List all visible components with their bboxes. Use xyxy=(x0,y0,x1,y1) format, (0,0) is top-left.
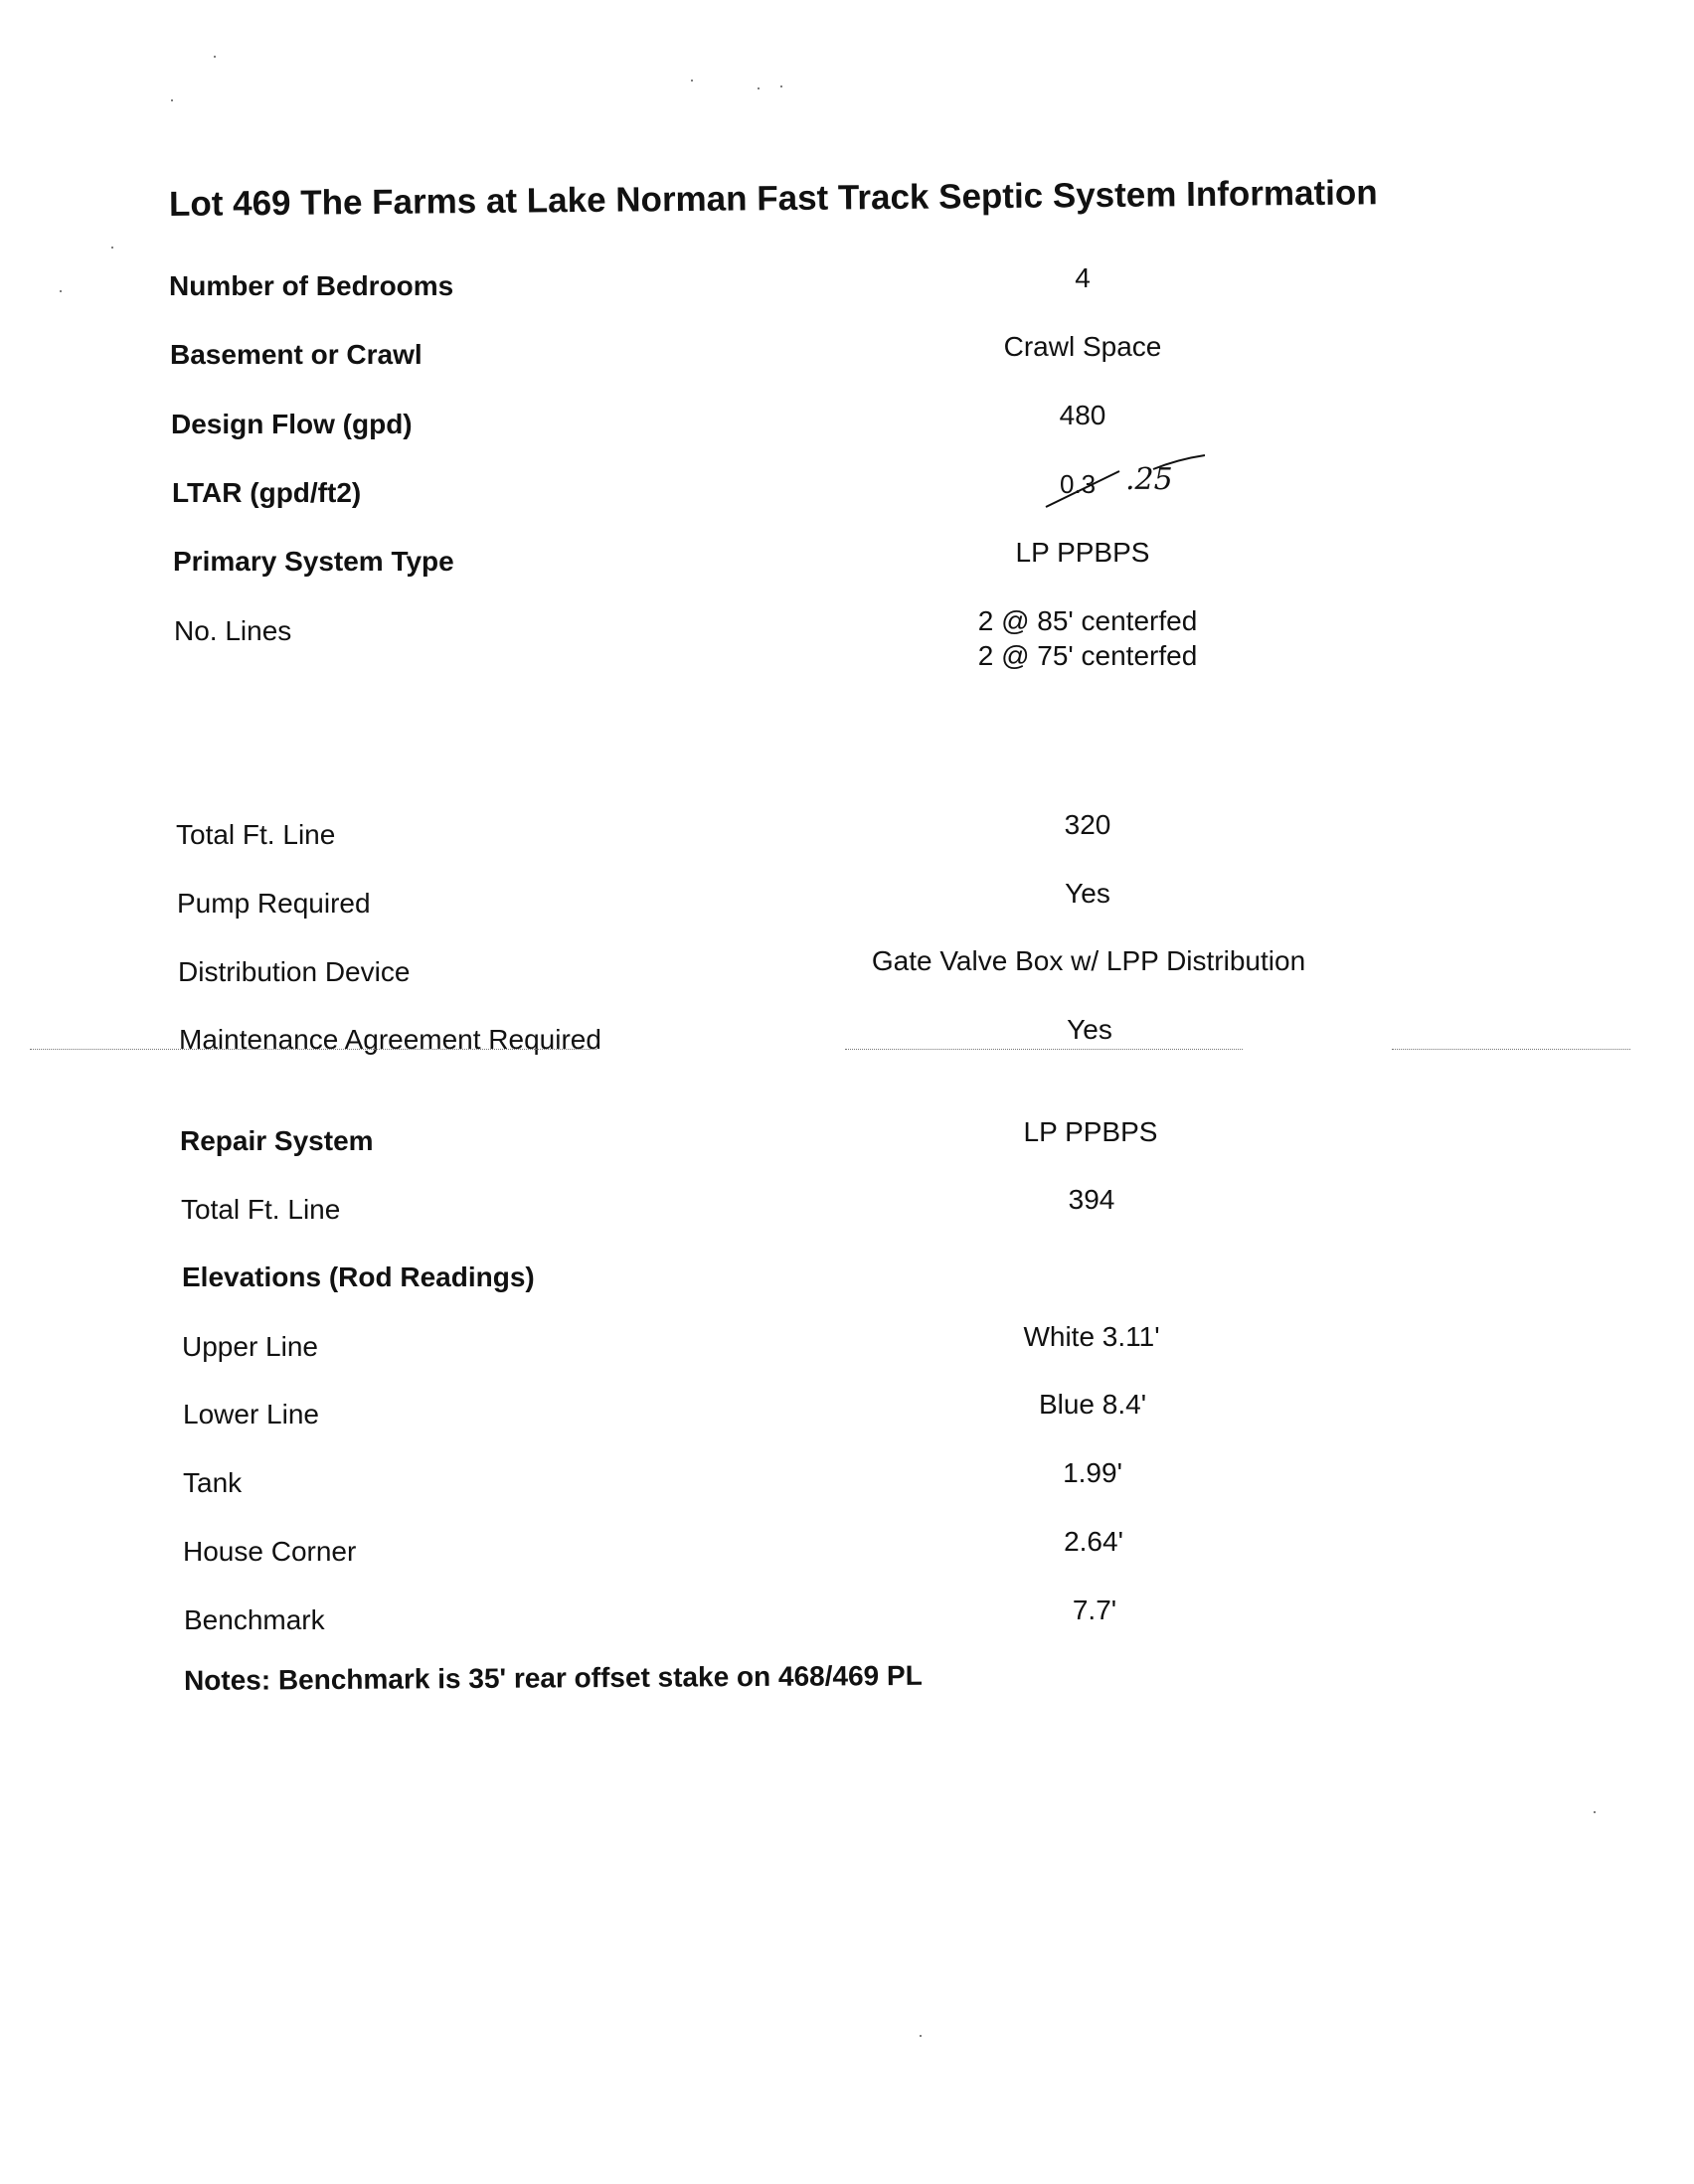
bedrooms-value: 4 xyxy=(1075,262,1091,293)
no-lines-value-line-2: 2 @ 75' centerfed xyxy=(977,640,1198,671)
scan-speck xyxy=(920,2035,922,2037)
house-corner-label: House Corner xyxy=(183,1536,357,1567)
scan-speck xyxy=(171,99,173,101)
primary-type-value: LP PPBPS xyxy=(1015,537,1150,568)
no-lines-value xyxy=(978,603,1198,673)
dotted-rule-left xyxy=(30,1049,596,1050)
ltar-struck-value: 0.3 xyxy=(1060,469,1097,499)
no-lines-value-line-1: 2 @ 85' centerfed xyxy=(977,605,1198,636)
ltar-handwritten-correction: .25 xyxy=(1125,462,1173,497)
scan-speck xyxy=(214,56,216,58)
scan-speck xyxy=(691,80,693,82)
lower-line-value: Blue 8.4' xyxy=(1038,1389,1147,1420)
scan-speck xyxy=(758,87,760,89)
document-title: Lot 469 The Farms at Lake Norman Fast Track Septic System Information xyxy=(168,173,1378,224)
maintenance-value: Yes xyxy=(1067,1014,1112,1045)
benchmark-label: Benchmark xyxy=(184,1604,325,1635)
pump-required-label: Pump Required xyxy=(177,888,371,919)
repair-total-ft-line-label: Total Ft. Line xyxy=(181,1194,341,1225)
ltar-label: LTAR (gpd/ft2) xyxy=(172,477,362,508)
dotted-rule-middle xyxy=(845,1049,1243,1050)
primary-type-label: Primary System Type xyxy=(173,546,454,577)
distribution-device-label: Distribution Device xyxy=(178,956,411,987)
dotted-rule-right xyxy=(1392,1049,1630,1050)
tank-label: Tank xyxy=(183,1467,243,1498)
maintenance-label: Maintenance Agreement Required xyxy=(179,1024,601,1055)
bedrooms-label: Number of Bedrooms xyxy=(169,270,454,301)
basement-label: Basement or Crawl xyxy=(170,339,423,370)
lower-line-label: Lower Line xyxy=(183,1399,319,1429)
house-corner-value: 2.64' xyxy=(1064,1526,1123,1557)
ltar-handwritten-value xyxy=(1034,449,1223,519)
total-ft-line-label: Total Ft. Line xyxy=(176,819,336,850)
repair-system-label: Repair System xyxy=(180,1125,374,1156)
total-ft-line-value: 320 xyxy=(1064,809,1111,840)
benchmark-value: 7.7' xyxy=(1072,1595,1117,1625)
basement-value: Crawl Space xyxy=(1003,331,1162,362)
scan-speck xyxy=(780,85,782,87)
scan-speck xyxy=(60,290,62,292)
tank-value: 1.99' xyxy=(1063,1457,1122,1488)
no-lines-label: No. Lines xyxy=(174,615,292,646)
pump-required-value: Yes xyxy=(1065,878,1110,909)
upper-line-value: White 3.11' xyxy=(1023,1321,1160,1352)
distribution-device-value: Gate Valve Box w/ LPP Distribution xyxy=(871,945,1306,976)
design-flow-label: Design Flow (gpd) xyxy=(171,409,413,439)
notes-text: Notes: Benchmark is 35' rear offset stake on 468/469 PL xyxy=(183,1659,923,1696)
repair-system-value: LP PPBPS xyxy=(1023,1116,1158,1147)
scan-speck xyxy=(1594,1811,1596,1813)
elevations-heading: Elevations (Rod Readings) xyxy=(182,1261,535,1292)
scan-speck xyxy=(111,247,113,249)
design-flow-value: 480 xyxy=(1059,400,1106,430)
upper-line-label: Upper Line xyxy=(182,1331,318,1362)
repair-total-ft-line-value: 394 xyxy=(1068,1184,1115,1215)
